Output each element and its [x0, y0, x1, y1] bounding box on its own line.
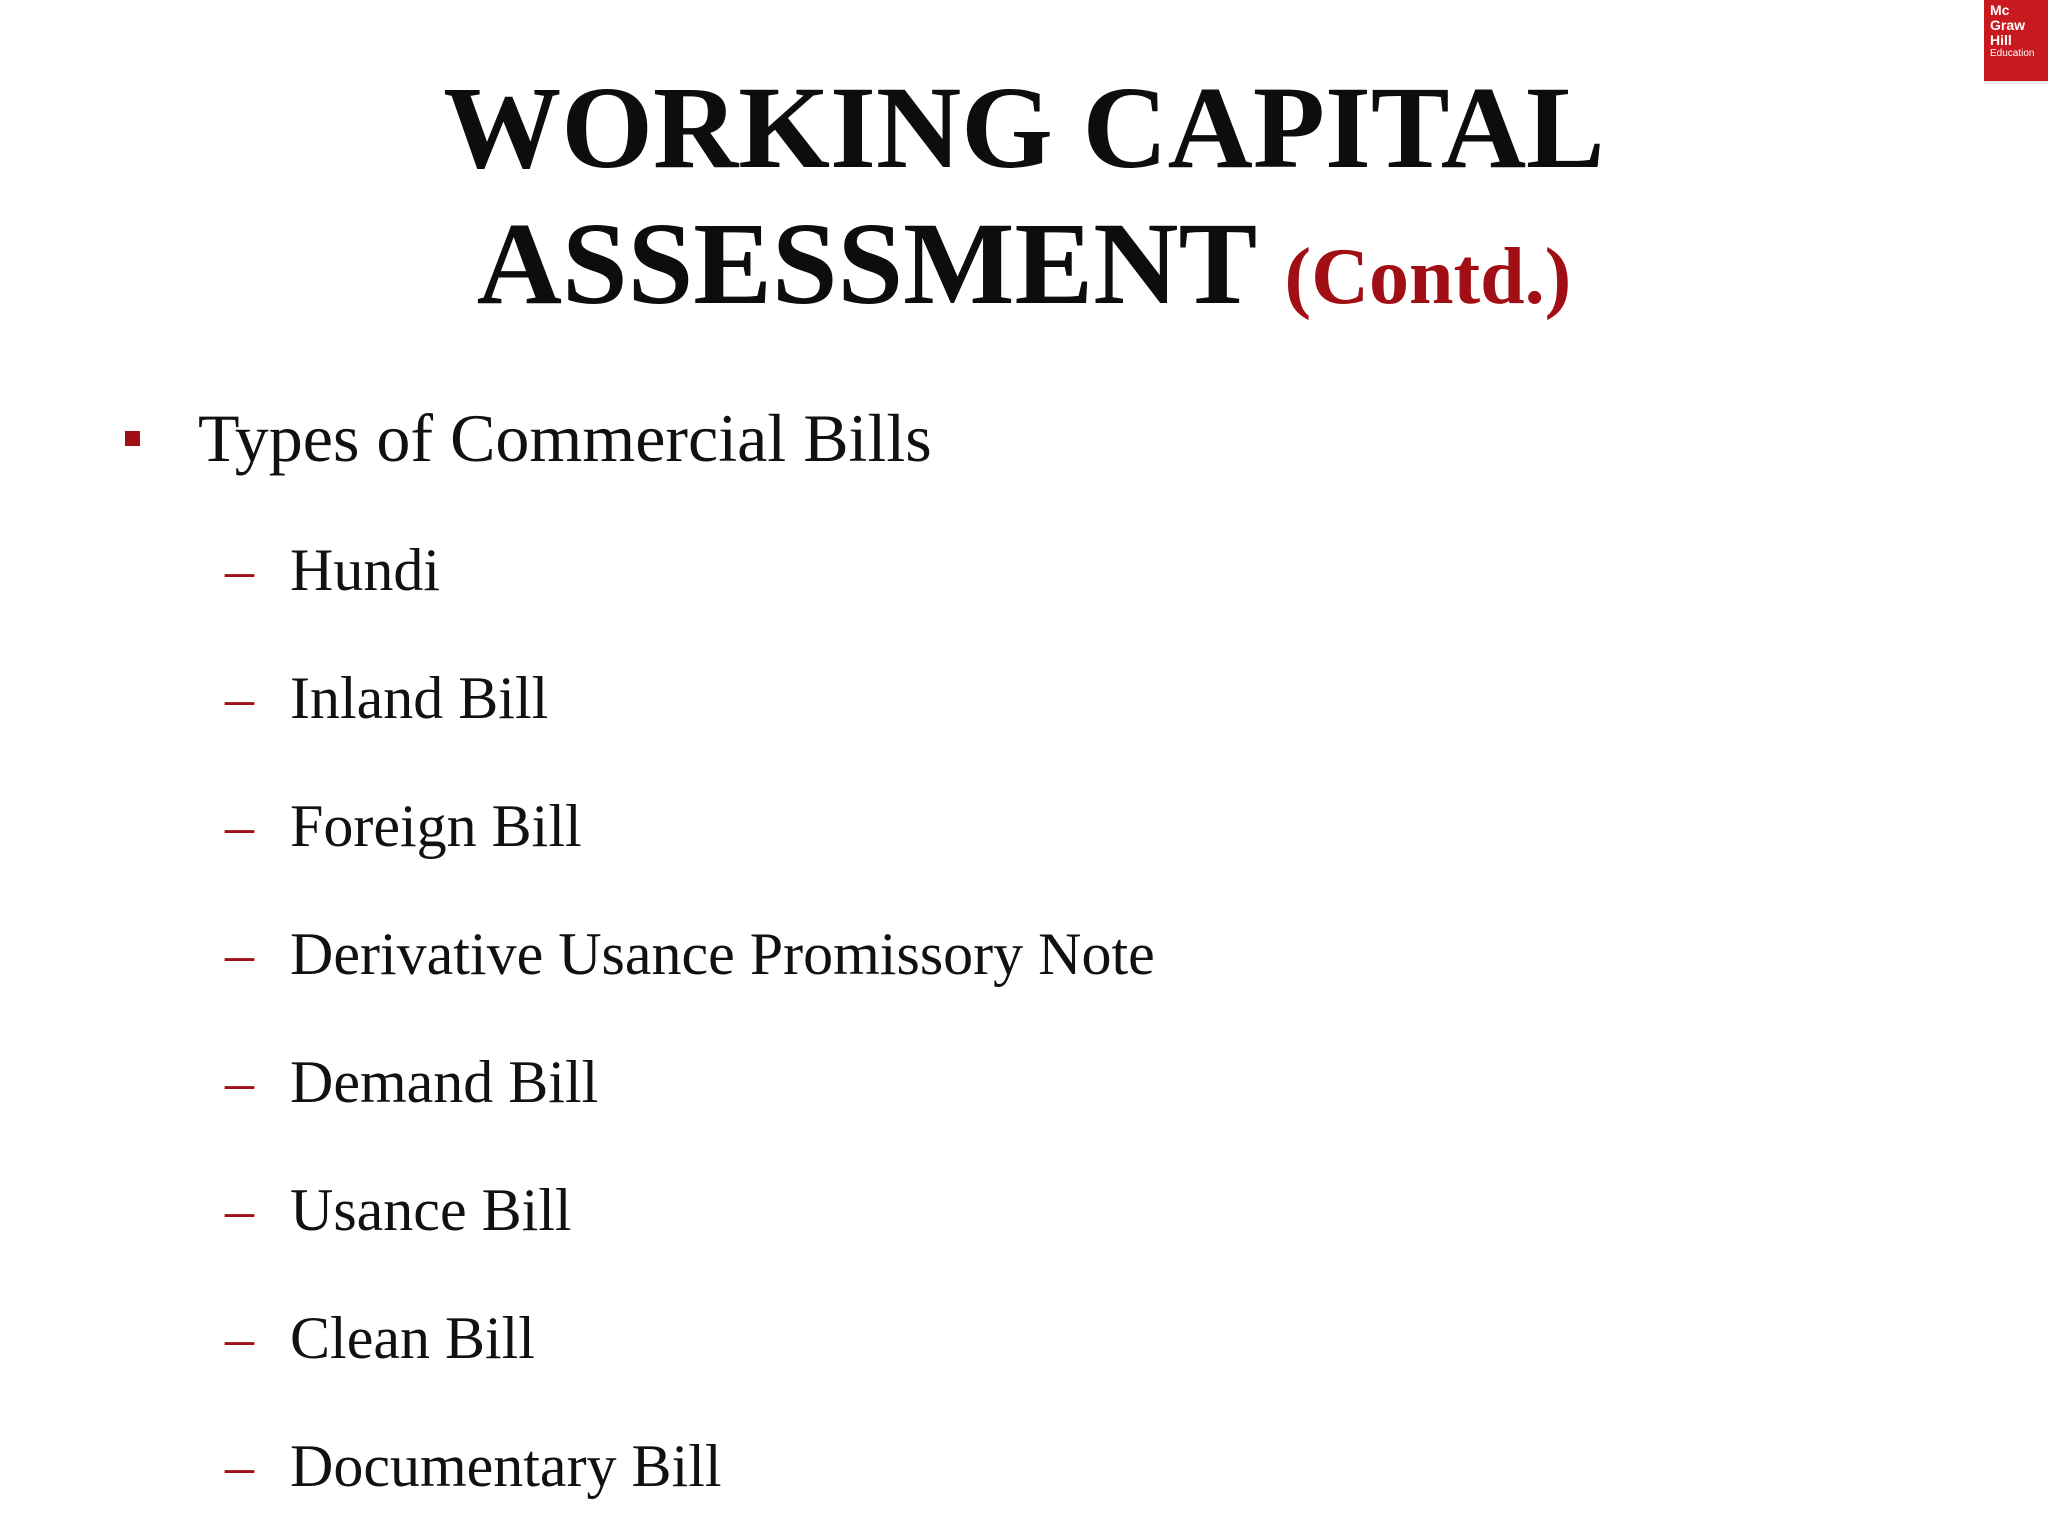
list-item	[225, 658, 1155, 738]
logo-line-4: Education	[1990, 48, 2035, 59]
dash-bullet-icon: –	[225, 793, 254, 858]
title-line-2	[0, 196, 2048, 345]
dash-bullet-icon: –	[225, 665, 254, 730]
logo-line-2: Graw	[1990, 17, 2026, 33]
dash-bullet-icon: –	[225, 1177, 254, 1242]
bill-types-list	[225, 530, 1155, 1536]
list-item-text: Inland Bill	[290, 665, 549, 731]
dash-bullet-icon: –	[225, 1433, 254, 1498]
dash-bullet-icon: –	[225, 537, 254, 602]
list-item	[225, 914, 1155, 994]
list-item	[225, 530, 1155, 610]
list-item	[225, 1426, 1155, 1506]
list-item-text: Demand Bill	[290, 1049, 599, 1115]
list-item	[225, 1298, 1155, 1378]
title-line-2-text: ASSESSMENT	[476, 198, 1256, 329]
list-item-text: Derivative Usance Promissory Note	[290, 921, 1155, 987]
list-item-text: Clean Bill	[290, 1305, 535, 1371]
square-bullet-icon	[125, 431, 140, 446]
list-item-text: Documentary Bill	[290, 1433, 722, 1499]
title-line-1: WORKING CAPITAL	[443, 62, 1605, 193]
logo-line-1: Mc	[1990, 2, 2010, 18]
main-bullet-text: Types of Commercial Bills	[198, 400, 932, 476]
list-item-text: Usance Bill	[290, 1177, 572, 1243]
list-item-text: Hundi	[290, 537, 440, 603]
logo-line-3: Hill	[1990, 32, 2012, 48]
dash-bullet-icon: –	[225, 921, 254, 986]
title-contd: (Contd.)	[1284, 233, 1572, 321]
dash-bullet-icon: –	[225, 1049, 254, 1114]
list-item	[225, 786, 1155, 866]
dash-bullet-icon: –	[225, 1305, 254, 1370]
list-item-text: Foreign Bill	[290, 793, 582, 859]
list-item	[225, 1170, 1155, 1250]
slide-title	[0, 60, 2048, 345]
list-item	[225, 1042, 1155, 1122]
main-bullet	[125, 398, 932, 478]
